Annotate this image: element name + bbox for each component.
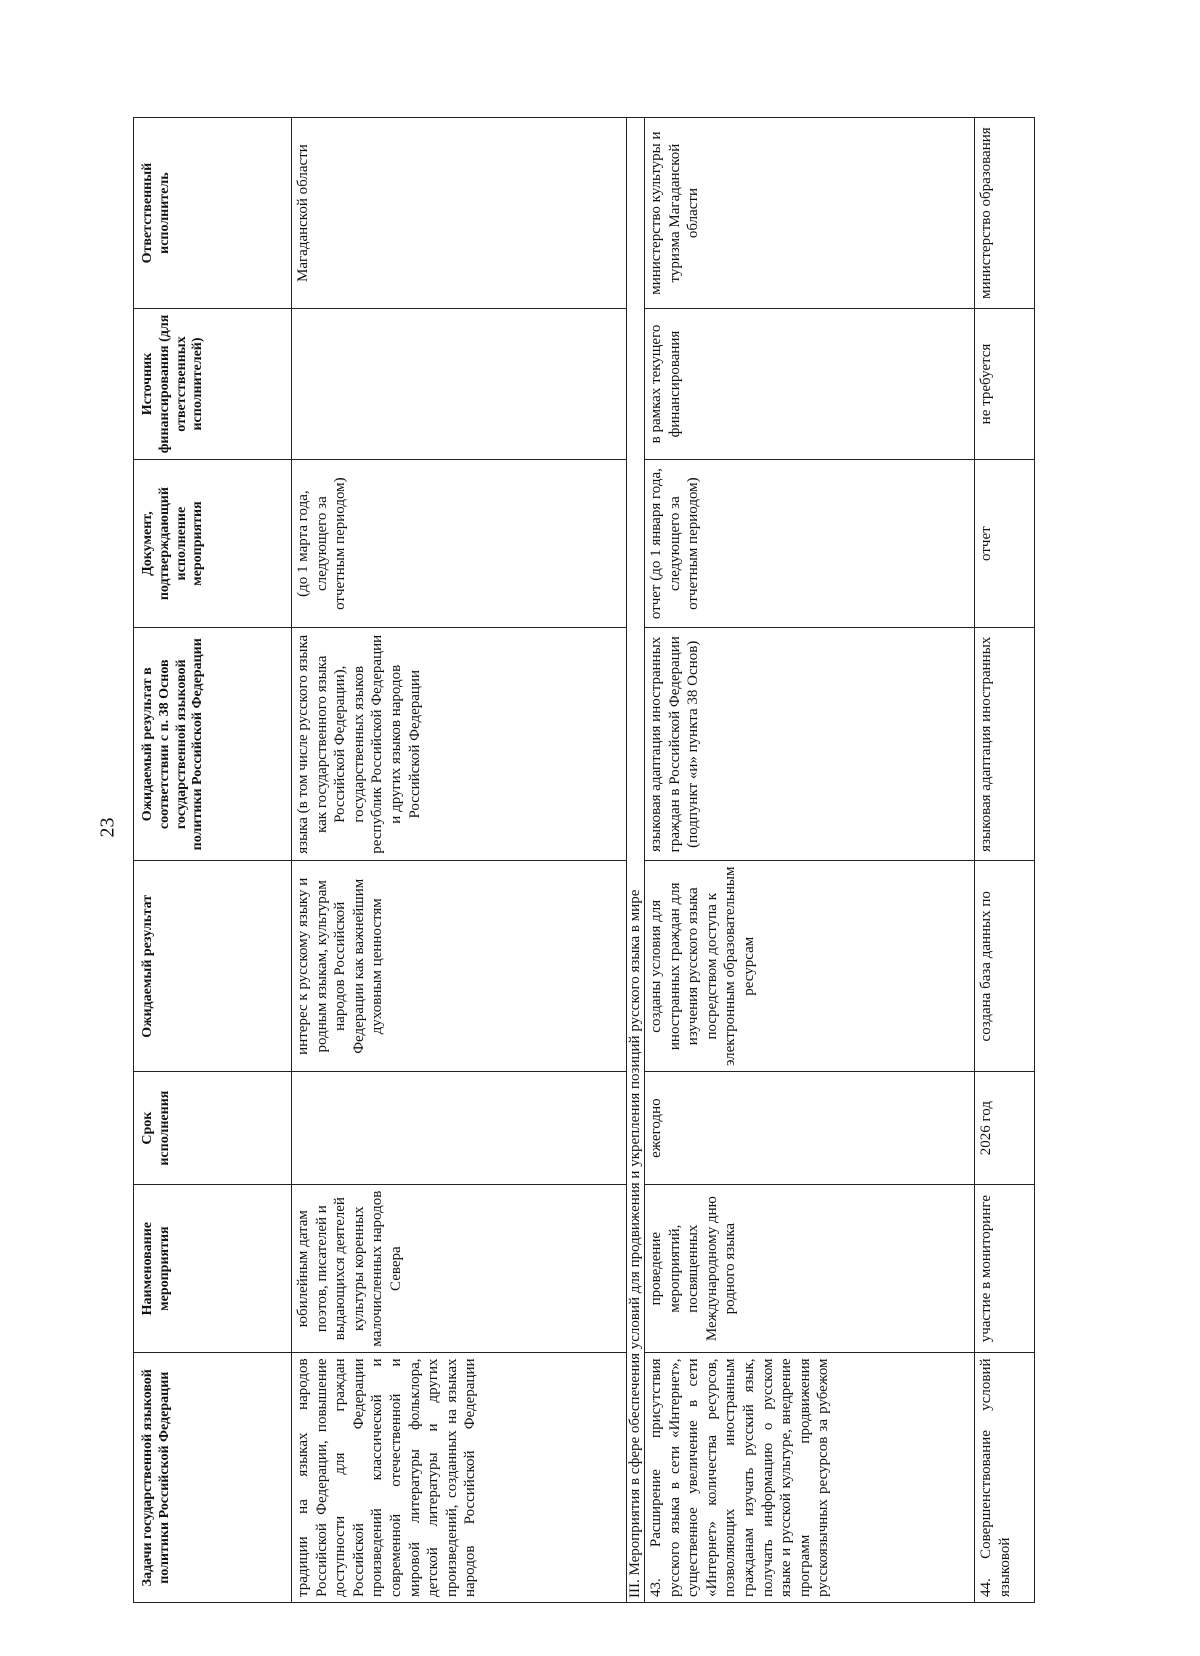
header-name: Наименование мероприятия xyxy=(134,1184,292,1353)
table-row xyxy=(975,118,1035,1603)
header-responsible: Ответственный исполнитель xyxy=(134,118,292,309)
cell-tasks: 44. Совершенствование условий языковой xyxy=(975,1353,1035,1603)
header-tasks: Задачи государственной языковой политики Российской Федерации xyxy=(134,1353,292,1603)
cell-expected-result: создана база данных по xyxy=(975,861,1035,1072)
cell-expected-result-p38: языковая адаптация иностранных xyxy=(975,628,1035,861)
header-financing: Источник финансирования (для ответственных исполнителей) xyxy=(134,309,292,460)
cell-financing xyxy=(292,309,627,460)
cell-responsible: министерство образования xyxy=(975,118,1035,309)
header-deadline: Срок исполнения xyxy=(134,1072,292,1184)
cell-name: проведение мероприятий, посвященных Международному дню родного языка xyxy=(645,1184,975,1353)
page-number: 23 xyxy=(96,817,119,838)
cell-responsible: Магаданской области xyxy=(292,118,627,309)
cell-deadline: ежегодно xyxy=(645,1072,975,1184)
measures-table xyxy=(133,117,1035,1603)
cell-expected-result-p38: языковая адаптация иностранных граждан в Российской Федерации (подпункт «и» пункта 38 Основ) xyxy=(645,628,975,861)
cell-name: юбилейным датам поэтов, писателей и выдающихся деятелей культуры коренных малочисленных народов Севера xyxy=(292,1184,627,1353)
header-expected-result-p38: Ожидаемый результат в соответствии с п. 38 Основ государственной языковой политики Российской Федерации xyxy=(134,628,292,861)
cell-tasks: традиции на языках народов Российской Федерации, повышение доступности для граждан Российской Федерации произведений классической и современной отечественной и мировой литературы фольклора, детской литературы и других произведений, созданных на языках народов Российской Федерации xyxy=(292,1353,627,1603)
cell-responsible: министерство культуры и туризма Магаданской области xyxy=(645,118,975,309)
section-row xyxy=(627,118,645,1603)
table-row xyxy=(292,118,627,1603)
cell-expected-result: интерес к русскому языку и родным языкам, культурам народов Российской Федерации как важнейшим духовным ценностям xyxy=(292,861,627,1072)
section-title: III. Мероприятия в сфере обеспечения условий для продвижения и укрепления позиций русского языка в мире xyxy=(627,118,645,1603)
cell-deadline: 2026 год xyxy=(975,1072,1035,1184)
header-expected-result: Ожидаемый результат xyxy=(134,861,292,1072)
cell-financing: не требуется xyxy=(975,309,1035,460)
cell-document: (до 1 марта года, следующего за отчетным периодом) xyxy=(292,459,627,628)
cell-document: отчет xyxy=(975,459,1035,628)
header-document: Документ, подтверждающий исполнение мероприятия xyxy=(134,459,292,628)
table-header-row xyxy=(134,118,292,1603)
cell-tasks: 43. Расширение присутствия русского языка в сети «Интернет», существенное увеличение в сети «Интернет» количества ресурсов, позволяющих иностранным гражданам изучать русский язык, получать информацию о русском языке и русской культуре, внедрение программ продвижения русскоязычных ресурсов за рубежом xyxy=(645,1353,975,1603)
cell-document: отчет (до 1 января года, следующего за отчетным периодом) xyxy=(645,459,975,628)
table-row xyxy=(645,118,975,1603)
cell-expected-result: созданы условия для иностранных граждан для изучения русского языка посредством доступа к электронным образовательным ресурсам xyxy=(645,861,975,1072)
cell-name: участие в мониторинге xyxy=(975,1184,1035,1353)
cell-financing: в рамках текущего финансирования xyxy=(645,309,975,460)
cell-expected-result-p38: языка (в том числе русского языка как государственного языка Российской Федерации), государственных языков республик Российской Федерации и других языков народов Российской Федерации xyxy=(292,628,627,861)
rotated-table-container xyxy=(133,117,1065,1603)
cell-deadline xyxy=(292,1072,627,1184)
